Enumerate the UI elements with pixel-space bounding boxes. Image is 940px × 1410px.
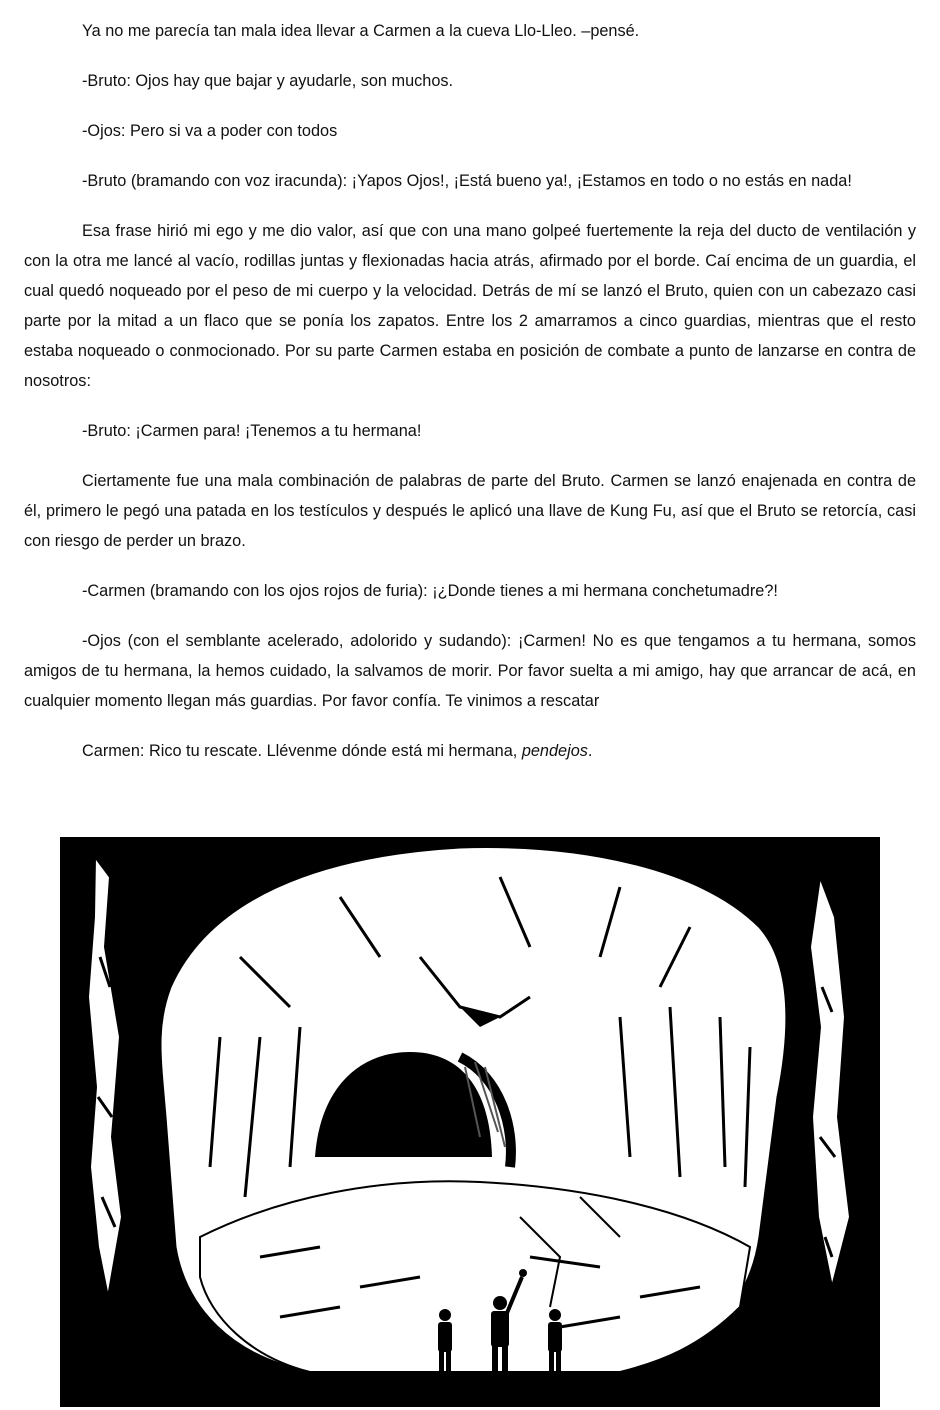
final-line-text: Carmen: Rico tu rescate. Llévenme dónde está mi hermana, [82,742,522,760]
paragraph: -Bruto: ¡Carmen para! ¡Tenemos a tu hermana! [82,422,422,440]
paragraph: -Carmen (bramando con los ojos rojos de furia): ¡¿Donde tienes a mi hermana conchetumadre?! [82,582,778,600]
final-line-end: . [587,742,593,760]
paragraph: Esa frase hirió mi ego y me dio valor, así que con una mano golpeé fuertemente la reja del ducto de ventilación y con la otra me lancé al vacío, rodillas juntas y flexionadas hacia atrás, afirmado por el borde. Caí encima de un guardia, el cual quedó noqueado por el peso de mi cuerpo y la velocidad. Detrás de mí se lanzó el Bruto, quien con un cabezazo casi parte por la mitad a un flaco que se ponía los zapatos. Entre los 2 amarramos a cinco guardias, mientras que el resto estaba noqueado o conmocionado. Por su parte Carmen estaba en posición de combate a punto de lanzarse en contra de nosotros: [24,222,916,390]
paragraph: -Ojos: Pero si va a poder con todos [82,122,338,140]
paragraph: -Bruto: Ojos hay que bajar y ayudarle, son muchos. [82,72,454,90]
final-paragraph [24,736,916,766]
cave-drawing [60,837,880,1407]
paragraph: -Bruto (bramando con voz iracunda): ¡Yapos Ojos!, ¡Está bueno ya!, ¡Estamos en todo o no estás en nada! [82,172,852,190]
paragraph: Ya no me parecía tan mala idea llevar a Carmen a la cueva Llo-Lleo. –pensé. [82,22,640,40]
paragraph: -Ojos (con el semblante acelerado, adolorido y sudando): ¡Carmen! No es que tengamos a tu hermana, somos amigos de tu hermana, la hemos cuidado, la salvamos de morir. Por favor suelta a mi amigo, hay que arrancar de acá, en cualquier momento llegan más guardias. Por favor confía. Te vinimos a rescatar [24,632,916,710]
cave-illustration [60,837,880,1407]
story-text [24,16,916,766]
paragraph: Ciertamente fue una mala combinación de palabras de parte del Bruto. Carmen se lanzó enajenada en contra de él, primero le pegó una patada en los testículos y después le aplicó una llave de Kung Fu, así que el Bruto se retorcía, casi con riesgo de perder un brazo. [24,472,916,550]
final-line-italic: pendejos [521,742,588,760]
